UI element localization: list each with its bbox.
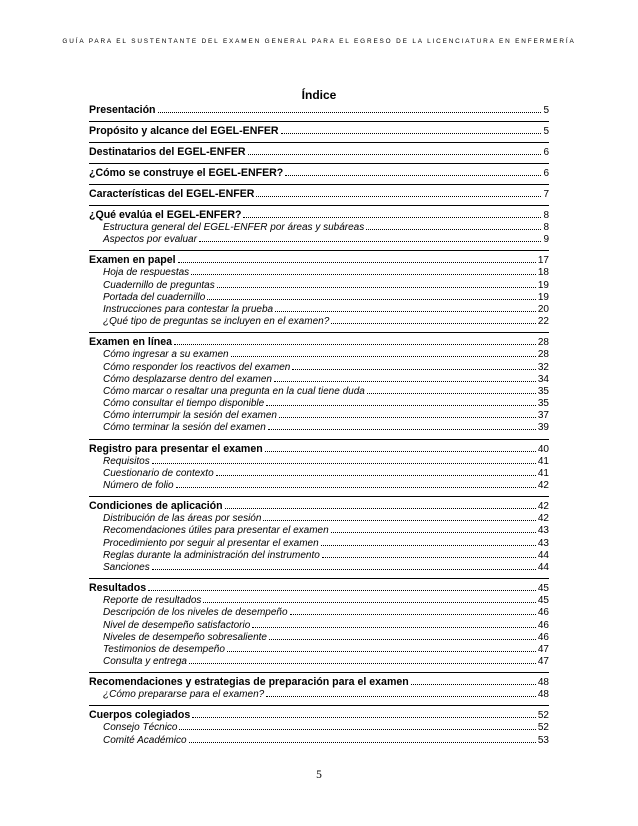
toc-entry-page: 43 (537, 537, 549, 549)
toc-subentry[interactable] (89, 316, 549, 328)
toc-entry-page: 43 (537, 525, 549, 537)
toc-section-entry[interactable] (89, 146, 549, 159)
dot-leader (269, 639, 536, 640)
toc-entry-page: 28 (537, 337, 549, 349)
toc-entry-title: ¿Qué evalúa el EGEL-ENFER? (89, 209, 242, 221)
toc-section (89, 672, 549, 705)
dot-leader (275, 311, 536, 312)
toc-entry-page: 45 (537, 595, 549, 607)
dot-leader (263, 520, 535, 521)
dot-leader (331, 323, 536, 324)
toc-entry-page: 44 (537, 549, 549, 561)
toc-section (89, 578, 549, 672)
dot-leader (176, 487, 536, 488)
dot-leader (256, 196, 541, 197)
dot-leader (191, 274, 536, 275)
toc-subentry[interactable] (89, 656, 549, 668)
toc-entry-page: 35 (537, 398, 549, 410)
toc-entry-title: Examen en línea (89, 336, 173, 349)
toc-section (89, 205, 549, 250)
dot-leader (179, 729, 535, 730)
toc-entry-title: Descripción de los niveles de desempeño (103, 607, 288, 619)
dot-leader (217, 287, 536, 288)
toc-subentry[interactable] (89, 607, 549, 619)
dot-leader (252, 627, 536, 628)
toc-section-entry[interactable] (89, 167, 549, 180)
toc-entry-page: 34 (537, 373, 549, 385)
toc-entry-page: 19 (537, 291, 549, 303)
toc-subentry[interactable] (89, 267, 549, 279)
toc-subentry[interactable] (89, 620, 549, 632)
toc-subentry[interactable] (89, 735, 549, 747)
toc-entry-page: 52 (537, 722, 549, 734)
toc-entry-page: 48 (537, 689, 549, 701)
toc-entry-title: Consulta y entrega (103, 656, 187, 668)
dot-leader (274, 381, 536, 382)
toc-subentry[interactable] (89, 304, 549, 316)
toc-subentry[interactable] (89, 234, 549, 246)
dot-leader (290, 614, 536, 615)
toc-entry-page: 28 (537, 349, 549, 361)
toc-section-entry[interactable] (89, 125, 549, 138)
toc-subentry[interactable] (89, 722, 549, 734)
toc-entry-title: Presentación (89, 104, 156, 116)
toc-subentry[interactable] (89, 525, 549, 537)
dot-leader (411, 684, 536, 685)
dot-leader (192, 717, 536, 718)
toc-entry-title: Sanciones (103, 561, 150, 573)
toc-subentry[interactable] (89, 632, 549, 644)
dot-leader (331, 532, 536, 533)
page-number: 5 (316, 769, 322, 781)
toc-entry-page: 41 (537, 467, 549, 479)
toc-section-entry[interactable] (89, 582, 549, 595)
toc-subentry[interactable] (89, 468, 549, 480)
toc-section (89, 705, 549, 750)
toc-entry-title: Cómo ingresar a su examen (103, 349, 229, 361)
toc-entry-title: Cuerpos colegiados (89, 709, 191, 722)
toc-section-entry[interactable] (89, 676, 549, 689)
toc-subentry[interactable] (89, 386, 549, 398)
toc-entry-title: Características del EGEL-ENFER (89, 188, 255, 200)
dot-leader (268, 429, 536, 430)
toc-subentry[interactable] (89, 513, 549, 525)
toc-entry-title: Aspectos por evaluar (103, 234, 197, 246)
toc-entry-page: 22 (537, 316, 549, 328)
toc-entry-page: 42 (537, 480, 549, 491)
dot-leader (266, 696, 536, 697)
toc-subentry[interactable] (89, 562, 549, 574)
toc-entry-page: 35 (537, 385, 549, 397)
dot-leader (207, 299, 536, 300)
dot-leader (231, 356, 536, 357)
toc-entry-page: 47 (537, 656, 549, 668)
toc-entry-title: Registro para presentar el examen (89, 442, 263, 455)
toc-entry-title: Cómo marcar o resaltar una pregunta en la cual tiene duda (103, 385, 365, 397)
toc-entry-page: 40 (537, 443, 549, 455)
toc-entry-page: 8 (543, 210, 549, 221)
toc-subentry[interactable] (89, 644, 549, 656)
toc-entry-title: Condiciones de aplicación (89, 500, 223, 513)
toc-entry-page: 19 (537, 279, 549, 291)
dot-leader (321, 545, 536, 546)
toc-section (89, 496, 549, 578)
dot-leader (366, 229, 541, 230)
toc-entry-page: 41 (537, 455, 549, 467)
toc-section-entry[interactable] (89, 188, 549, 201)
dot-leader (178, 262, 536, 263)
toc-entry-title: Recomendaciones y estrategias de preparación para el examen (89, 676, 409, 689)
toc-entry-page: 39 (537, 422, 549, 434)
toc-section-entry[interactable] (89, 104, 549, 117)
dot-leader (158, 112, 542, 113)
dot-leader (148, 590, 536, 591)
toc-entry-page: 7 (543, 189, 549, 200)
toc-subentry[interactable] (89, 480, 549, 492)
toc-subentry[interactable] (89, 550, 549, 562)
dot-leader (285, 175, 541, 176)
dot-leader (189, 663, 536, 664)
toc-entry-page: 46 (537, 631, 549, 643)
toc-section (89, 332, 549, 438)
toc-section (89, 250, 549, 332)
dot-leader (266, 405, 536, 406)
dot-leader (227, 651, 536, 652)
toc-entry-title: Hoja de respuestas (103, 267, 190, 279)
dot-leader (174, 344, 536, 345)
toc-entry-title: Estructura general del EGEL-ENFER por áreas y subáreas (103, 222, 365, 233)
toc-entry-title: Niveles de desempeño sobresaliente (103, 631, 267, 643)
dot-leader (152, 463, 536, 464)
toc-entry-title: Cómo consultar el tiempo disponible (103, 398, 265, 410)
toc-entry-title: Número de folio (103, 480, 174, 491)
toc-entry-title: Comité Académico (103, 734, 187, 746)
toc-entry-page: 17 (537, 255, 549, 267)
toc-entry-title: Portada del cuadernillo (103, 291, 206, 303)
dot-leader (322, 557, 536, 558)
toc-entry-title: Cómo desplazarse dentro del examen (103, 373, 272, 385)
page-title: Índice (301, 88, 337, 102)
toc-subentry[interactable] (89, 222, 549, 234)
toc-entry-title: Cómo interrumpir la sesión del examen (103, 410, 277, 422)
toc-entry-title: Examen en papel (89, 254, 176, 267)
toc-entry-title: Consejo Técnico (103, 722, 178, 734)
toc-subentry[interactable] (89, 456, 549, 468)
toc-section-entry[interactable] (89, 336, 549, 349)
dot-leader (243, 217, 541, 218)
toc-entry-title: Requisitos (103, 455, 150, 467)
dot-leader (367, 393, 536, 394)
toc-entry-page: 5 (543, 105, 549, 116)
toc-entry-page: 6 (543, 147, 549, 158)
dot-leader (281, 133, 542, 134)
toc-entry-title: Reporte de resultados (103, 595, 202, 607)
toc-section (89, 184, 549, 205)
toc-entry-title: Cuestionario de contexto (103, 467, 214, 479)
toc-entry-title: Cómo terminar la sesión del examen (103, 422, 266, 434)
toc-entry-page: 48 (537, 677, 549, 689)
toc-entry-title: Instrucciones para contestar la prueba (103, 303, 274, 315)
toc-subentry[interactable] (89, 349, 549, 361)
dot-leader (203, 602, 535, 603)
toc-subentry[interactable] (89, 398, 549, 410)
toc-subentry[interactable] (89, 292, 549, 304)
dot-leader (199, 241, 541, 242)
toc-entry-title: Distribución de las áreas por sesión (103, 513, 262, 525)
toc-entry-title: Testimonios de desempeño (103, 643, 225, 655)
dot-leader (216, 475, 536, 476)
toc-entry-page: 47 (537, 643, 549, 655)
toc-entry-page: 8 (543, 222, 549, 233)
toc-section (89, 121, 549, 142)
toc-entry-title: Cuadernillo de preguntas (103, 279, 215, 291)
toc-subentry[interactable] (89, 422, 549, 434)
toc-subentry[interactable] (89, 689, 549, 701)
toc-entry-page: 42 (537, 501, 549, 513)
toc-entry-page: 45 (537, 583, 549, 595)
toc-entry-page: 46 (537, 607, 549, 619)
toc-subentry[interactable] (89, 595, 549, 607)
dot-leader (279, 417, 536, 418)
toc-entry-title: ¿Cómo prepararse para el examen? (103, 689, 265, 701)
toc-entry-page: 46 (537, 619, 549, 631)
running-header: GUÍA PARA EL SUSTENTANTE DEL EXAMEN GENERAL PARA EL EGRESO DE LA LICENCIATURA EN ENFERMERÍA (62, 38, 576, 45)
toc-entry-page: 44 (537, 561, 549, 573)
dot-leader (189, 742, 536, 743)
toc-entry-title: ¿Qué tipo de preguntas se incluyen en el examen? (103, 316, 330, 328)
toc-entry-title: Recomendaciones útiles para presentar el examen (103, 525, 329, 537)
toc-entry-page: 37 (537, 410, 549, 422)
toc-entry-page: 9 (543, 234, 549, 246)
toc-entry-page: 42 (537, 513, 549, 525)
toc-section-entry[interactable] (89, 709, 549, 722)
toc-entry-title: Nivel de desempeño satisfactorio (103, 619, 251, 631)
toc-subentry[interactable] (89, 410, 549, 422)
toc-entry-title: Propósito y alcance del EGEL-ENFER (89, 125, 279, 137)
toc-entry-page: 18 (537, 267, 549, 279)
toc-subentry[interactable] (89, 362, 549, 374)
toc-section (89, 439, 549, 497)
toc-section (89, 142, 549, 163)
toc-subentry[interactable] (89, 374, 549, 386)
toc-section-entry[interactable] (89, 254, 549, 267)
toc-entry-page: 5 (543, 126, 549, 137)
toc-section-entry[interactable] (89, 443, 549, 456)
toc-section-entry[interactable] (89, 209, 549, 222)
toc-entry-page: 52 (537, 710, 549, 722)
toc-entry-title: Reglas durante la administración del instrumento (103, 549, 320, 561)
dot-leader (248, 154, 542, 155)
toc-section (89, 163, 549, 184)
toc-entry-page: 32 (537, 361, 549, 373)
toc-entry-page: 53 (537, 734, 549, 746)
toc-section-entry[interactable] (89, 500, 549, 513)
toc-section (89, 104, 549, 121)
toc-entry-title: Resultados (89, 582, 147, 595)
dot-leader (265, 451, 536, 452)
toc-subentry[interactable] (89, 538, 549, 550)
dot-leader (292, 369, 536, 370)
table-of-contents (89, 104, 549, 751)
dot-leader (152, 569, 536, 570)
toc-subentry[interactable] (89, 280, 549, 292)
toc-entry-title: Destinatarios del EGEL-ENFER (89, 146, 246, 158)
toc-entry-page: 6 (543, 168, 549, 179)
toc-entry-title: ¿Cómo se construye el EGEL-ENFER? (89, 167, 284, 179)
dot-leader (225, 508, 536, 509)
toc-entry-title: Cómo responder los reactivos del examen (103, 361, 291, 373)
toc-entry-page: 20 (537, 303, 549, 315)
toc-entry-title: Procedimiento por seguir al presentar el examen (103, 537, 319, 549)
